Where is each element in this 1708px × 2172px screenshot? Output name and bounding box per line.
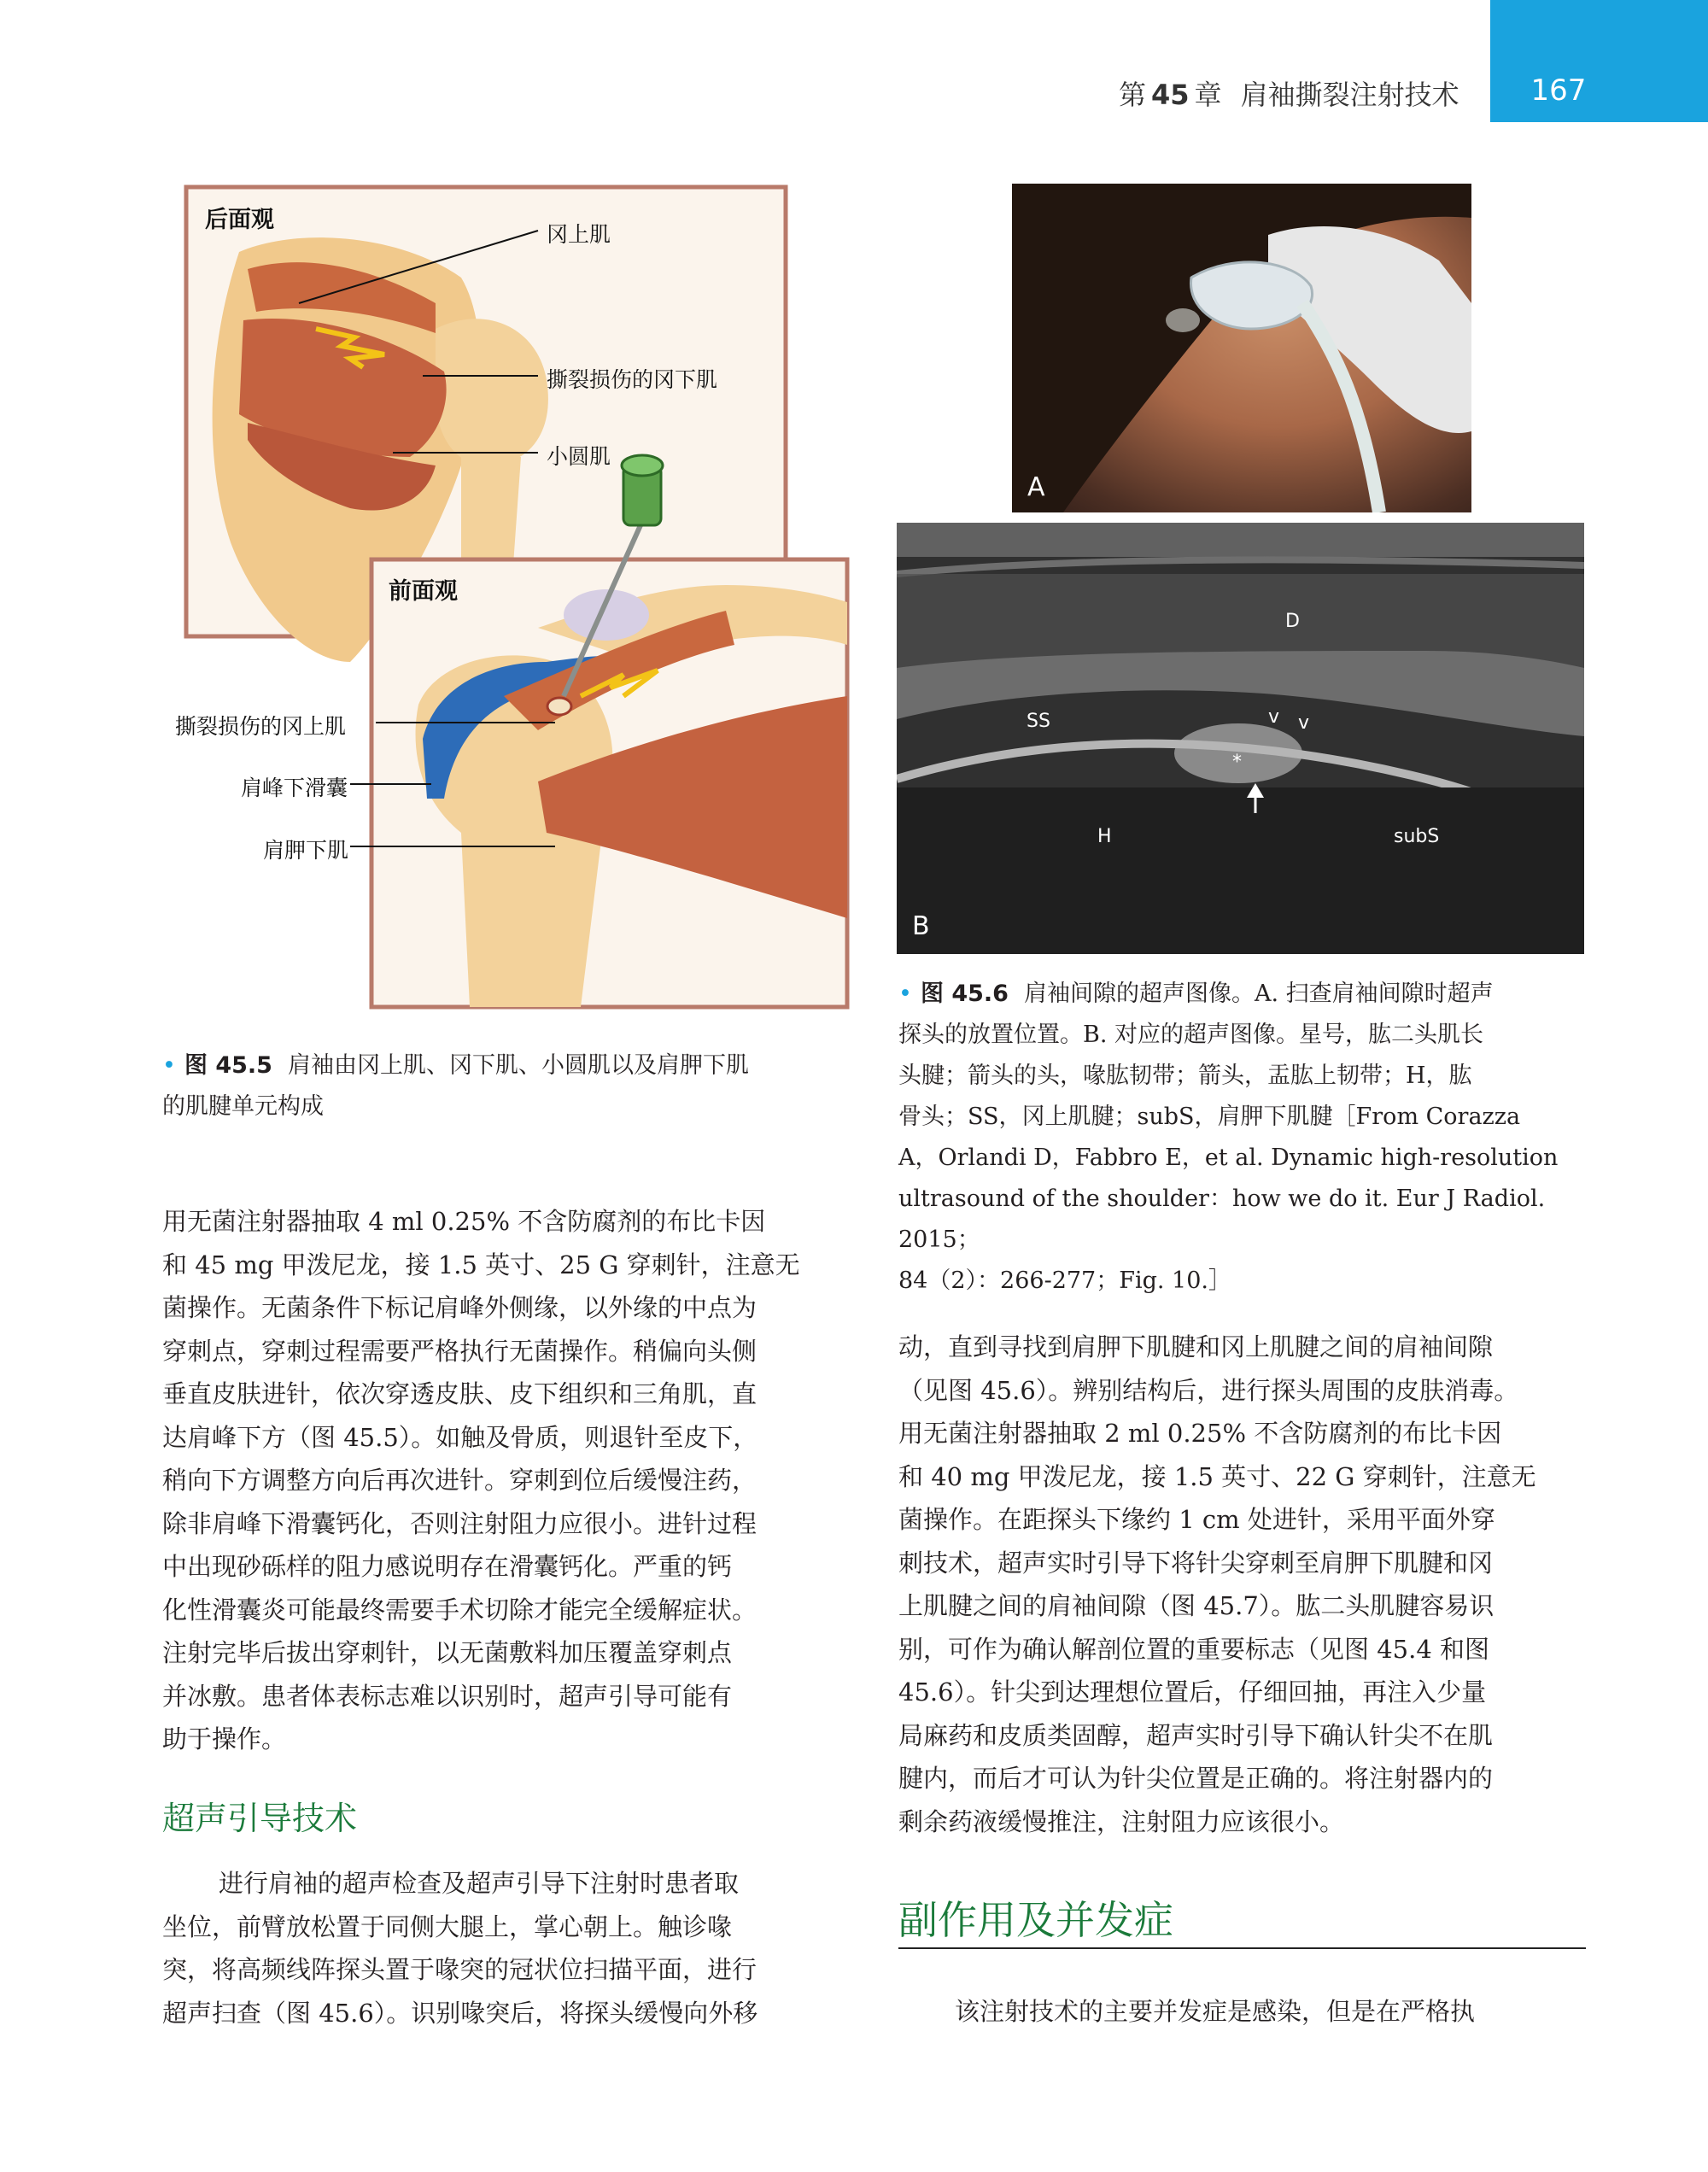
text-line: 和 45 mg 甲泼尼龙，接 1.5 英寸、25 G 穿刺针，注意无 bbox=[162, 1250, 800, 1279]
caption-bullet: • bbox=[162, 1052, 176, 1079]
probe-placement-photo bbox=[1012, 184, 1471, 512]
text-line: 注射完毕后拔出穿刺针，以无菌敷料加压覆盖穿刺点 bbox=[162, 1638, 733, 1667]
text-line: 中出现砂砾样的阻力感说明存在滑囊钙化。严重的钙 bbox=[162, 1552, 733, 1581]
text-line: 菌操作。在距探头下缘约 1 cm 处进针，采用平面外穿 bbox=[898, 1505, 1495, 1534]
text-line: 和 40 mg 甲泼尼龙，接 1.5 英寸、22 G 穿刺针，注意无 bbox=[898, 1461, 1536, 1491]
ultrasound-image bbox=[897, 523, 1584, 954]
text-line: 菌操作。无菌条件下标记肩峰外侧缘，以外缘的中点为 bbox=[162, 1293, 757, 1322]
running-header bbox=[1119, 73, 1459, 113]
us-label-supraspinatus: SS bbox=[1027, 711, 1050, 732]
teres-minor-label: 小圆肌 bbox=[547, 444, 611, 469]
us-label-star: * bbox=[1232, 752, 1242, 773]
posterior-view-label: 后面观 bbox=[205, 207, 274, 233]
text-line: 局麻药和皮质类固醇，超声实时引导下确认针尖不在肌 bbox=[898, 1720, 1494, 1750]
caption-text-line: A，Orlandi D，Fabbro E，et al. Dynamic high-resolution bbox=[898, 1145, 1559, 1171]
text-line: 垂直皮肤进针，依次穿透皮肤、皮下组织和三角肌，直 bbox=[162, 1379, 757, 1408]
subscapularis-label: 肩胛下肌 bbox=[263, 838, 349, 863]
caption-text-line: 84（2）：266-277；Fig. 10.］ bbox=[898, 1267, 1231, 1294]
text-line: 用无菌注射器抽取 4 ml 0.25% 不含防腐剂的布比卡因 bbox=[162, 1207, 766, 1236]
right-column-paragraph bbox=[898, 1326, 1586, 1843]
text-line: 化性滑囊炎可能最终需要手术切除才能完全缓解症状。 bbox=[162, 1595, 757, 1625]
figure-45-5-caption bbox=[162, 1045, 863, 1127]
text-line: （见图 45.6）。辨别结构后，进行探头周围的皮肤消毒。 bbox=[898, 1375, 1519, 1405]
text-line: 上肌腱之间的肩袖间隙（图 45.7）。肱二头肌腱容易识 bbox=[898, 1591, 1494, 1620]
chapter-title: 肩袖撕裂注射技术 bbox=[1240, 79, 1459, 111]
chapter-suffix: 章 bbox=[1194, 79, 1222, 111]
text-line: 穿刺点，穿刺过程需要严格执行无菌操作。稍偏向头侧 bbox=[162, 1336, 757, 1366]
us-label-v1: v bbox=[1268, 706, 1280, 728]
caption-bullet: • bbox=[898, 981, 912, 1007]
caption-figure-number: 图 45.5 bbox=[184, 1052, 272, 1079]
anterior-view-label: 前面观 bbox=[389, 578, 458, 605]
caption-text-line: 的肌腱单元构成 bbox=[162, 1093, 324, 1120]
torn-infraspinatus-label: 撕裂损伤的冈下肌 bbox=[547, 367, 718, 392]
text-line: 突，将高频线阵探头置于喙突的冠状位扫描平面，进行 bbox=[162, 1955, 757, 1984]
us-label-subscapularis: subS bbox=[1394, 826, 1440, 847]
text-line: 超声扫查（图 45.6）。识别喙突后，将探头缓慢向外移 bbox=[162, 1998, 758, 2028]
text-line: 腱内，而后才可认为针尖位置是正确的。将注射器内的 bbox=[898, 1764, 1494, 1793]
shoulder-anatomy-illustration bbox=[179, 184, 854, 1012]
text-line: 45.6）。针尖到达理想位置后，仔细回抽，再注入少量 bbox=[898, 1677, 1487, 1707]
caption-text-line: 肩袖由冈上肌、冈下肌、小圆肌以及肩胛下肌 bbox=[287, 1052, 749, 1079]
caption-text-line: 探头的放置位置。B. 对应的超声图像。星号，肱二头肌长 bbox=[898, 1022, 1484, 1048]
us-label-deltoid: D bbox=[1285, 611, 1300, 632]
caption-figure-number: 图 45.6 bbox=[920, 981, 1009, 1007]
caption-text-line: 头腱；箭头的头，喙肱韧带；箭头，盂肱上韧带；H，肱 bbox=[898, 1063, 1472, 1089]
text-line: 助于操作。 bbox=[162, 1724, 287, 1753]
figure-45-6-photo-a bbox=[1012, 184, 1471, 512]
us-label-humerus: H bbox=[1097, 826, 1112, 847]
text-line: 坐位，前臂放松置于同侧大腿上，掌心朝上。触诊喙 bbox=[162, 1911, 733, 1941]
left-column-paragraph bbox=[162, 1200, 858, 1761]
text-line: 稍向下方调整方向后再次进针。穿刺到位后缓慢注药， bbox=[162, 1466, 757, 1495]
chapter-number: 45 bbox=[1151, 79, 1190, 111]
gloved-hand bbox=[1268, 226, 1471, 433]
text-line: 别，可作为确认解剖位置的重要标志（见图 45.4 和图 bbox=[898, 1634, 1490, 1664]
figure-45-6-caption bbox=[898, 974, 1586, 1302]
subacromial-bursa-label: 肩峰下滑囊 bbox=[241, 776, 348, 800]
text-line: 达肩峰下方（图 45.5）。如触及骨质，则退针至皮下， bbox=[162, 1422, 758, 1452]
text-line: 刺技术，超声实时引导下将针尖穿刺至肩胛下肌腱和冈 bbox=[898, 1548, 1494, 1578]
chapter-prefix: 第 bbox=[1119, 79, 1147, 111]
tendon-tear-lesion bbox=[547, 698, 571, 715]
us-label-v2: v bbox=[1298, 712, 1310, 734]
right-column-section-paragraph bbox=[898, 1990, 1586, 2034]
text-line: 用无菌注射器抽取 2 ml 0.25% 不含防腐剂的布比卡因 bbox=[898, 1419, 1502, 1448]
section-heading-ultrasound: 超声引导技术 bbox=[162, 1800, 358, 1837]
caption-text-line: 骨头；SS，冈上肌腱；subS，肩胛下肌腱［From Corazza bbox=[898, 1104, 1521, 1130]
text-line: 剩余药液缓慢推注，注射阻力应该很小。 bbox=[898, 1806, 1345, 1836]
torn-supraspinatus-label: 撕裂损伤的冈上肌 bbox=[175, 714, 347, 739]
text-line: 动，直到寻找到肩胛下肌腱和冈上肌腱之间的肩袖间隙 bbox=[898, 1332, 1494, 1361]
caption-text-line: ultrasound of the shoulder：how we do it. Eur J Radiol. 2015； bbox=[898, 1186, 1546, 1253]
text-line: 该注射技术的主要并发症是感染，但是在严格执 bbox=[955, 1997, 1476, 2026]
figure-45-5-illustration bbox=[175, 184, 854, 1012]
panel-a-letter: A bbox=[1027, 472, 1045, 502]
section-heading-complications: 副作用及并发症 bbox=[898, 1897, 1173, 1943]
text-line: 并冰敷。患者体表标志难以识别时，超声引导可能有 bbox=[162, 1681, 733, 1711]
left-column-section-paragraph bbox=[162, 1862, 858, 2034]
caption-text-line: 肩袖间隙的超声图像。A. 扫查肩袖间隙时超声 bbox=[1023, 981, 1494, 1007]
page-number: 167 bbox=[1530, 73, 1587, 108]
panel-b-letter: B bbox=[912, 911, 930, 941]
supraspinatus-label: 冈上肌 bbox=[547, 222, 611, 247]
figure-45-6-ultrasound-b bbox=[897, 523, 1584, 954]
text-line: 除非肩峰下滑囊钙化，否则注射阻力应很小。进针过程 bbox=[162, 1508, 757, 1538]
text-line: 进行肩袖的超声检查及超声引导下注射时患者取 bbox=[219, 1869, 740, 1898]
section-underline bbox=[898, 1947, 1586, 1949]
